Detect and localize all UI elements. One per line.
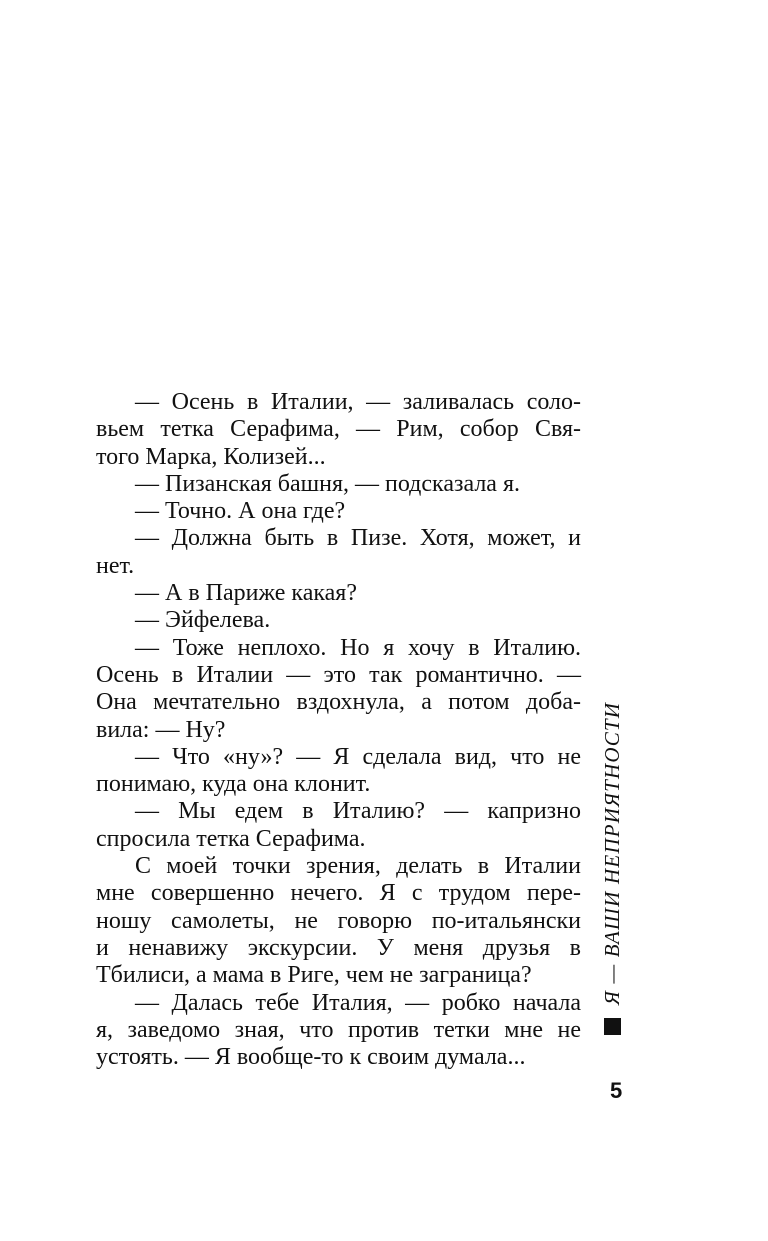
text-line: спросила тетка Серафима.: [96, 825, 366, 852]
text-line: устоять. — Я вообще-то к своим думала...: [96, 1044, 526, 1071]
text-line: того Марка, Колизей...: [96, 443, 326, 470]
text-line: — Осень в Италии, — заливалась соло-: [135, 389, 581, 415]
text-line: — А в Париже какая?: [135, 580, 357, 607]
text-line: понимаю, куда она клонит.: [96, 771, 371, 798]
black-square-icon: [604, 1018, 621, 1035]
text-line: Тбилиси, а мама в Риге, чем не заграница?: [96, 962, 532, 989]
text-line: ношу самолеты, не говорю по-итальянски: [96, 907, 581, 934]
text-line: нет.: [96, 552, 135, 579]
text-line: — Что «ну»? — Я сделала вид, что не: [135, 743, 581, 770]
text-line: — Далась тебе Италия, — робко начала: [135, 989, 581, 1016]
text-line: вьем тетка Серафима, — Рим, собор Свя-: [96, 416, 581, 443]
text-line: — Мы едем в Италию? — капризно: [135, 798, 581, 825]
text-line: и ненавижу экскурсии. У меня друзья в: [96, 934, 581, 961]
page-number: 5: [610, 1078, 623, 1103]
running-head-rotated: [600, 702, 625, 1035]
body-text: [96, 389, 581, 1071]
text-line: я, заведомо зная, что против тетки мне не: [96, 1016, 581, 1043]
text-line: — Точно. А она где?: [135, 498, 346, 525]
text-line: Осень в Италии — это так романтично. —: [96, 661, 581, 688]
text-line: мне совершенно нечего. Я с трудом пере-: [96, 880, 581, 907]
text-line: вила: — Ну?: [96, 716, 226, 743]
text-line: — Должна быть в Пизе. Хотя, может, и: [135, 525, 581, 552]
running-head-title: Я — ВАШИ НЕПРИЯТНОСТИ: [600, 701, 624, 1005]
text-line: С моей точки зрения, делать в Италии: [135, 853, 581, 880]
text-line: — Тоже неплохо. Но я хочу в Италию.: [135, 634, 581, 661]
text-line: — Пизанская башня, — подсказала я.: [135, 470, 520, 497]
text-line: Она мечтательно вздохнула, а потом доба-: [96, 689, 581, 716]
text-line: — Эйфелева.: [135, 607, 271, 634]
